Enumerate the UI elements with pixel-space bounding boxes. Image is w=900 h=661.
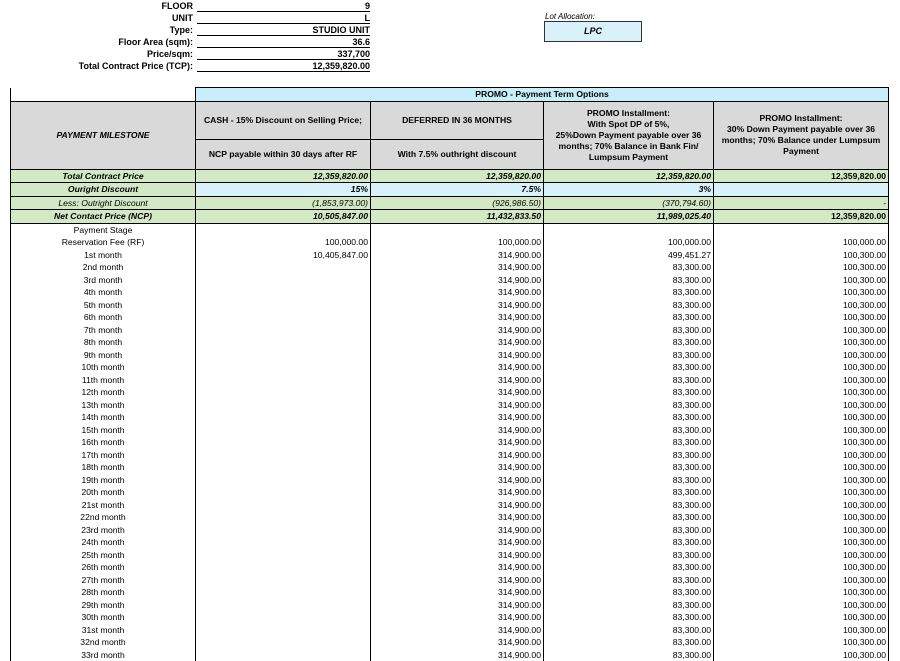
cash-value[interactable] — [196, 461, 371, 474]
milestone-label[interactable]: 26th month — [11, 561, 196, 574]
deferred-value[interactable]: 314,900.00 — [371, 349, 544, 362]
promo2-value[interactable]: 100,300.00 — [714, 511, 889, 524]
schedule-row — [11, 536, 889, 549]
info-value[interactable]: 12,359,820.00 — [197, 60, 370, 72]
promo1-value[interactable]: 83,300.00 — [544, 611, 714, 624]
deferred-value[interactable]: 314,900.00 — [371, 411, 544, 424]
net-contract-price-row — [11, 210, 889, 224]
promo2-value[interactable]: 100,300.00 — [714, 499, 889, 512]
deferred-value[interactable]: 12,359,820.00 — [371, 169, 544, 183]
less-outright-discount-row — [11, 196, 889, 210]
deferred-value[interactable]: 314,900.00 — [371, 324, 544, 337]
milestone-label[interactable]: 24th month — [11, 536, 196, 549]
promo1-value[interactable]: 83,300.00 — [544, 424, 714, 437]
promo1-value[interactable]: 100,000.00 — [544, 236, 714, 249]
cash-value[interactable] — [196, 499, 371, 512]
milestone-label[interactable]: 14th month — [11, 411, 196, 424]
deferred-value[interactable]: 314,900.00 — [371, 486, 544, 499]
payment-stage-row — [11, 223, 889, 236]
schedule-row — [11, 574, 889, 587]
cash-value[interactable]: (1,853,973.00) — [196, 196, 371, 210]
promo2-value[interactable]: 12,359,820.00 — [714, 210, 889, 224]
milestone-label[interactable]: 17th month — [11, 449, 196, 462]
milestone-label[interactable]: 10th month — [11, 361, 196, 374]
schedule-row — [11, 524, 889, 537]
milestone-label[interactable]: 3rd month — [11, 274, 196, 287]
promo2-value[interactable]: 100,300.00 — [714, 586, 889, 599]
deferred-value[interactable]: 314,900.00 — [371, 374, 544, 387]
promo1-value[interactable]: 83,300.00 — [544, 649, 714, 661]
info-label: Total Contract Price (TCP): — [0, 60, 193, 72]
row-label[interactable]: Less: Outright Discount — [11, 196, 196, 210]
cash-value[interactable] — [196, 611, 371, 624]
promo2-value[interactable]: 100,300.00 — [714, 574, 889, 587]
promo2-value[interactable]: 100,300.00 — [714, 274, 889, 287]
schedule-row — [11, 561, 889, 574]
deferred-value[interactable]: 11,432,833.50 — [371, 210, 544, 224]
promo1-value[interactable]: 83,300.00 — [544, 286, 714, 299]
promo1-value[interactable]: 83,300.00 — [544, 436, 714, 449]
schedule-row — [11, 374, 889, 387]
schedule-row — [11, 324, 889, 337]
cash-value[interactable]: 10,405,847.00 — [196, 249, 371, 262]
cash-value[interactable] — [196, 324, 371, 337]
promo2-value[interactable]: 100,300.00 — [714, 361, 889, 374]
cash-value[interactable] — [196, 599, 371, 612]
promo2-value[interactable]: 100,300.00 — [714, 411, 889, 424]
milestone-label[interactable]: 5th month — [11, 299, 196, 312]
schedule-row — [11, 299, 889, 312]
promo1-value[interactable]: 83,300.00 — [544, 499, 714, 512]
promo2-value[interactable]: 100,300.00 — [714, 311, 889, 324]
promo2-value[interactable]: 100,300.00 — [714, 349, 889, 362]
promo2-value[interactable]: 100,300.00 — [714, 399, 889, 412]
deferred-value[interactable]: 314,900.00 — [371, 549, 544, 562]
deferred-value[interactable]: 314,900.00 — [371, 624, 544, 637]
info-value[interactable]: 337,700 — [197, 48, 370, 60]
promo1-header-line3: 25%Down Payment payable over 36 months; 70% Balance in Bank Fin/ Lumpsum Payment — [546, 130, 711, 163]
schedule-row — [11, 336, 889, 349]
info-value[interactable]: STUDIO UNIT — [197, 24, 370, 36]
promo1-value[interactable]: 83,300.00 — [544, 624, 714, 637]
milestone-label[interactable]: 4th month — [11, 286, 196, 299]
payment-schedule-table — [10, 87, 889, 661]
deferred-value[interactable]: 314,900.00 — [371, 249, 544, 262]
deferred-value[interactable]: 100,000.00 — [371, 236, 544, 249]
info-label: Floor Area (sqm): — [0, 36, 193, 48]
promo1-value[interactable]: 11,989,025.40 — [544, 210, 714, 224]
promo1-value[interactable]: 83,300.00 — [544, 361, 714, 374]
milestone-label[interactable]: 23rd month — [11, 524, 196, 537]
promo1-header-line1: PROMO Installment: — [546, 108, 711, 119]
info-label: Price/sqm: — [0, 48, 193, 60]
promo2-value[interactable]: 100,300.00 — [714, 386, 889, 399]
deferred-value[interactable]: 314,900.00 — [371, 636, 544, 649]
deferred-value[interactable]: 314,900.00 — [371, 436, 544, 449]
milestone-label[interactable]: 15th month — [11, 424, 196, 437]
schedule-row — [11, 449, 889, 462]
schedule-row — [11, 424, 889, 437]
schedule-row — [11, 249, 889, 262]
promo2-value[interactable]: 100,300.00 — [714, 486, 889, 499]
promo1-value[interactable]: 83,300.00 — [544, 524, 714, 537]
promo1-value[interactable]: 83,300.00 — [544, 411, 714, 424]
schedule-row — [11, 636, 889, 649]
cash-value[interactable] — [196, 286, 371, 299]
schedule-row — [11, 236, 889, 249]
cash-value[interactable] — [196, 261, 371, 274]
milestone-label[interactable]: 20th month — [11, 486, 196, 499]
schedule-row — [11, 361, 889, 374]
promo2-header-line2: 30% Down Payment payable over 36 months; 70% Balance under Lumpsum Payment — [716, 124, 886, 157]
outright-discount-row — [11, 183, 889, 197]
schedule-row — [11, 599, 889, 612]
schedule-row — [11, 649, 889, 661]
promo1-value[interactable]: 83,300.00 — [544, 449, 714, 462]
promo-installment-2-header[interactable] — [714, 101, 889, 169]
deferred-value[interactable]: 7.5% — [371, 183, 544, 197]
schedule-row — [11, 624, 889, 637]
deferred-value[interactable]: 314,900.00 — [371, 499, 544, 512]
cash-value[interactable] — [196, 649, 371, 661]
milestone-label[interactable]: 32nd month — [11, 636, 196, 649]
cash-value[interactable] — [196, 449, 371, 462]
milestone-label[interactable]: 28th month — [11, 586, 196, 599]
lot-allocation-label: Lot Allocation: — [545, 12, 595, 21]
promo2-value[interactable]: 100,300.00 — [714, 286, 889, 299]
cash-value[interactable] — [196, 561, 371, 574]
promo2-value[interactable]: 100,300.00 — [714, 336, 889, 349]
cash-header-line2: NCP payable within 30 days after RF — [196, 140, 370, 169]
promo1-value[interactable]: 83,300.00 — [544, 299, 714, 312]
deferred-value[interactable]: 314,900.00 — [371, 286, 544, 299]
milestone-label[interactable]: Reservation Fee (RF) — [11, 236, 196, 249]
promo1-value[interactable]: 83,300.00 — [544, 461, 714, 474]
milestone-label[interactable]: 21st month — [11, 499, 196, 512]
deferred-value[interactable]: 314,900.00 — [371, 574, 544, 587]
promo1-value[interactable]: 83,300.00 — [544, 536, 714, 549]
milestone-label[interactable]: 12th month — [11, 386, 196, 399]
empty-cell[interactable] — [196, 223, 371, 236]
promo2-value[interactable]: 100,300.00 — [714, 324, 889, 337]
promo2-value[interactable]: 100,300.00 — [714, 561, 889, 574]
promo2-value[interactable] — [714, 183, 889, 197]
promo1-value[interactable]: 83,300.00 — [544, 486, 714, 499]
deferred-value[interactable]: 314,900.00 — [371, 461, 544, 474]
info-value[interactable]: L — [197, 12, 370, 24]
cash-value[interactable] — [196, 524, 371, 537]
cash-value[interactable] — [196, 511, 371, 524]
cash-value[interactable] — [196, 424, 371, 437]
cash-value[interactable] — [196, 536, 371, 549]
schedule-row — [11, 411, 889, 424]
milestone-label[interactable]: 25th month — [11, 549, 196, 562]
deferred-value[interactable]: 314,900.00 — [371, 336, 544, 349]
milestone-label[interactable]: 7th month — [11, 324, 196, 337]
total-contract-price-row — [11, 169, 889, 183]
promo1-value[interactable]: 83,300.00 — [544, 549, 714, 562]
schedule-row — [11, 349, 889, 362]
schedule-row — [11, 511, 889, 524]
schedule-row — [11, 499, 889, 512]
cash-value[interactable] — [196, 486, 371, 499]
promo1-value[interactable]: 83,300.00 — [544, 386, 714, 399]
promo2-value[interactable]: 100,300.00 — [714, 524, 889, 537]
schedule-row — [11, 611, 889, 624]
promo1-value[interactable]: 83,300.00 — [544, 324, 714, 337]
deferred-value[interactable]: 314,900.00 — [371, 299, 544, 312]
cash-header-line1: CASH - 15% Discount on Selling Price; — [196, 102, 370, 140]
deferred-value[interactable]: 314,900.00 — [371, 599, 544, 612]
milestone-label[interactable]: 8th month — [11, 336, 196, 349]
promo1-value[interactable]: 83,300.00 — [544, 561, 714, 574]
deferred-value[interactable]: 314,900.00 — [371, 649, 544, 661]
cash-value[interactable] — [196, 299, 371, 312]
deferred-value[interactable]: 314,900.00 — [371, 611, 544, 624]
info-label: UNIT — [0, 12, 193, 24]
deferred-value[interactable]: 314,900.00 — [371, 536, 544, 549]
promo2-value[interactable]: 12,359,820.00 — [714, 169, 889, 183]
promo2-value[interactable]: 100,300.00 — [714, 599, 889, 612]
deferred-value[interactable]: 314,900.00 — [371, 524, 544, 537]
milestone-label[interactable]: 30th month — [11, 611, 196, 624]
promo2-value[interactable]: 100,300.00 — [714, 611, 889, 624]
cash-value[interactable] — [196, 311, 371, 324]
promo2-value[interactable]: 100,300.00 — [714, 449, 889, 462]
deferred-value[interactable]: 314,900.00 — [371, 449, 544, 462]
cash-value[interactable] — [196, 549, 371, 562]
promo1-value[interactable]: 83,300.00 — [544, 336, 714, 349]
cash-value[interactable]: 10,505,847.00 — [196, 210, 371, 224]
promo2-value[interactable]: 100,300.00 — [714, 374, 889, 387]
info-value[interactable]: 36.6 — [197, 36, 370, 48]
row-label[interactable]: Ouright Discount — [11, 183, 196, 197]
promo2-value[interactable]: 100,300.00 — [714, 474, 889, 487]
promo1-header-line2: With Spot DP of 5%, — [546, 119, 711, 130]
promo1-value[interactable]: 83,300.00 — [544, 274, 714, 287]
promo1-value[interactable]: (370,794.60) — [544, 196, 714, 210]
promo1-value[interactable]: 3% — [544, 183, 714, 197]
cash-value[interactable] — [196, 386, 371, 399]
cash-value[interactable] — [196, 274, 371, 287]
schedule-row — [11, 286, 889, 299]
deferred-value[interactable]: 314,900.00 — [371, 474, 544, 487]
promo2-value[interactable]: 100,300.00 — [714, 636, 889, 649]
lot-allocation-cell[interactable]: LPC — [544, 21, 642, 42]
deferred-value[interactable]: 314,900.00 — [371, 386, 544, 399]
header-row — [11, 101, 889, 169]
promo2-value[interactable]: 100,300.00 — [714, 299, 889, 312]
promo2-value[interactable]: 100,300.00 — [714, 536, 889, 549]
empty-cell[interactable] — [714, 223, 889, 236]
schedule-row — [11, 474, 889, 487]
row-label[interactable]: Net Contact Price (NCP) — [11, 210, 196, 224]
milestone-label[interactable]: 1st month — [11, 249, 196, 262]
deferred-value[interactable]: 314,900.00 — [371, 561, 544, 574]
cash-value[interactable] — [196, 624, 371, 637]
deferred-header-line2: With 7.5% outhright discount — [371, 140, 543, 169]
deferred-value[interactable]: 314,900.00 — [371, 399, 544, 412]
milestone-label[interactable]: 33rd month — [11, 649, 196, 661]
info-label: FLOOR — [0, 0, 193, 12]
empty-cell[interactable] — [544, 223, 714, 236]
empty-cell[interactable] — [371, 223, 544, 236]
payment-stage-label[interactable]: Payment Stage — [11, 223, 196, 236]
promo1-value[interactable]: 83,300.00 — [544, 311, 714, 324]
cash-value[interactable] — [196, 574, 371, 587]
promo1-value[interactable]: 12,359,820.00 — [544, 169, 714, 183]
deferred-value[interactable]: 314,900.00 — [371, 586, 544, 599]
milestone-label[interactable]: 18th month — [11, 461, 196, 474]
promo2-value[interactable]: 100,300.00 — [714, 649, 889, 661]
promo2-value[interactable]: 100,300.00 — [714, 461, 889, 474]
deferred-option-header[interactable] — [371, 101, 544, 169]
promo-installment-1-header[interactable] — [544, 101, 714, 169]
cash-value[interactable]: 15% — [196, 183, 371, 197]
promo1-value[interactable]: 499,451.27 — [544, 249, 714, 262]
cash-option-header[interactable] — [196, 101, 371, 169]
deferred-value[interactable]: 314,900.00 — [371, 274, 544, 287]
schedule-row — [11, 436, 889, 449]
promo1-value[interactable]: 83,300.00 — [544, 261, 714, 274]
deferred-header-line1: DEFERRED IN 36 MONTHS — [371, 102, 543, 140]
promo1-value[interactable]: 83,300.00 — [544, 599, 714, 612]
cash-value[interactable] — [196, 361, 371, 374]
schedule-row — [11, 399, 889, 412]
cash-value[interactable]: 100,000.00 — [196, 236, 371, 249]
promo1-value[interactable]: 83,300.00 — [544, 349, 714, 362]
deferred-value[interactable]: 314,900.00 — [371, 424, 544, 437]
milestone-label[interactable]: 11th month — [11, 374, 196, 387]
cash-value[interactable] — [196, 636, 371, 649]
cash-value[interactable] — [196, 374, 371, 387]
deferred-value[interactable]: 314,900.00 — [371, 361, 544, 374]
row-label[interactable]: Total Contract Price — [11, 169, 196, 183]
deferred-value[interactable]: 314,900.00 — [371, 511, 544, 524]
info-value[interactable]: 9 — [197, 0, 370, 12]
milestone-label[interactable]: 9th month — [11, 349, 196, 362]
cash-value[interactable] — [196, 349, 371, 362]
milestone-label[interactable]: 29th month — [11, 599, 196, 612]
promo2-value[interactable]: 100,300.00 — [714, 624, 889, 637]
milestone-label[interactable]: 19th month — [11, 474, 196, 487]
milestone-label[interactable]: 22nd month — [11, 511, 196, 524]
cash-value[interactable] — [196, 336, 371, 349]
milestone-label[interactable]: 31st month — [11, 624, 196, 637]
cash-value[interactable] — [196, 436, 371, 449]
milestone-label[interactable]: 27th month — [11, 574, 196, 587]
promo-title-row — [11, 88, 889, 102]
promo2-value[interactable]: 100,300.00 — [714, 549, 889, 562]
promo1-value[interactable]: 83,300.00 — [544, 574, 714, 587]
promo1-value[interactable]: 83,300.00 — [544, 374, 714, 387]
schedule-row — [11, 274, 889, 287]
milestone-label[interactable]: 6th month — [11, 311, 196, 324]
cash-value[interactable] — [196, 474, 371, 487]
cash-value[interactable] — [196, 399, 371, 412]
cash-value[interactable] — [196, 411, 371, 424]
deferred-value[interactable]: 314,900.00 — [371, 261, 544, 274]
promo1-value[interactable]: 83,300.00 — [544, 636, 714, 649]
deferred-value[interactable]: (926,986.50) — [371, 196, 544, 210]
promo1-value[interactable]: 83,300.00 — [544, 586, 714, 599]
schedule-row — [11, 486, 889, 499]
promo2-value[interactable]: - — [714, 196, 889, 210]
schedule-row — [11, 311, 889, 324]
milestone-label[interactable]: 2nd month — [11, 261, 196, 274]
schedule-row — [11, 549, 889, 562]
deferred-value[interactable]: 314,900.00 — [371, 311, 544, 324]
schedule-row — [11, 461, 889, 474]
schedule-row — [11, 586, 889, 599]
promo2-value[interactable]: 100,300.00 — [714, 261, 889, 274]
info-label: Type: — [0, 24, 193, 36]
cash-value[interactable] — [196, 586, 371, 599]
milestone-label[interactable]: 16th month — [11, 436, 196, 449]
promo2-value[interactable]: 100,300.00 — [714, 436, 889, 449]
promo2-value[interactable]: 100,300.00 — [714, 249, 889, 262]
promo1-value[interactable]: 83,300.00 — [544, 474, 714, 487]
milestone-label[interactable]: 13th month — [11, 399, 196, 412]
schedule-row — [11, 261, 889, 274]
promo2-value[interactable]: 100,300.00 — [714, 424, 889, 437]
promo2-header-line1: PROMO Installment: — [716, 113, 886, 124]
payment-milestone-header[interactable]: PAYMENT MILESTONE — [11, 101, 196, 169]
promo1-value[interactable]: 83,300.00 — [544, 511, 714, 524]
cash-value[interactable]: 12,359,820.00 — [196, 169, 371, 183]
promo2-value[interactable]: 100,000.00 — [714, 236, 889, 249]
promo-title[interactable]: PROMO - Payment Term Options — [196, 88, 889, 102]
promo1-value[interactable]: 83,300.00 — [544, 399, 714, 412]
blank-cell — [11, 88, 196, 102]
schedule-row — [11, 386, 889, 399]
